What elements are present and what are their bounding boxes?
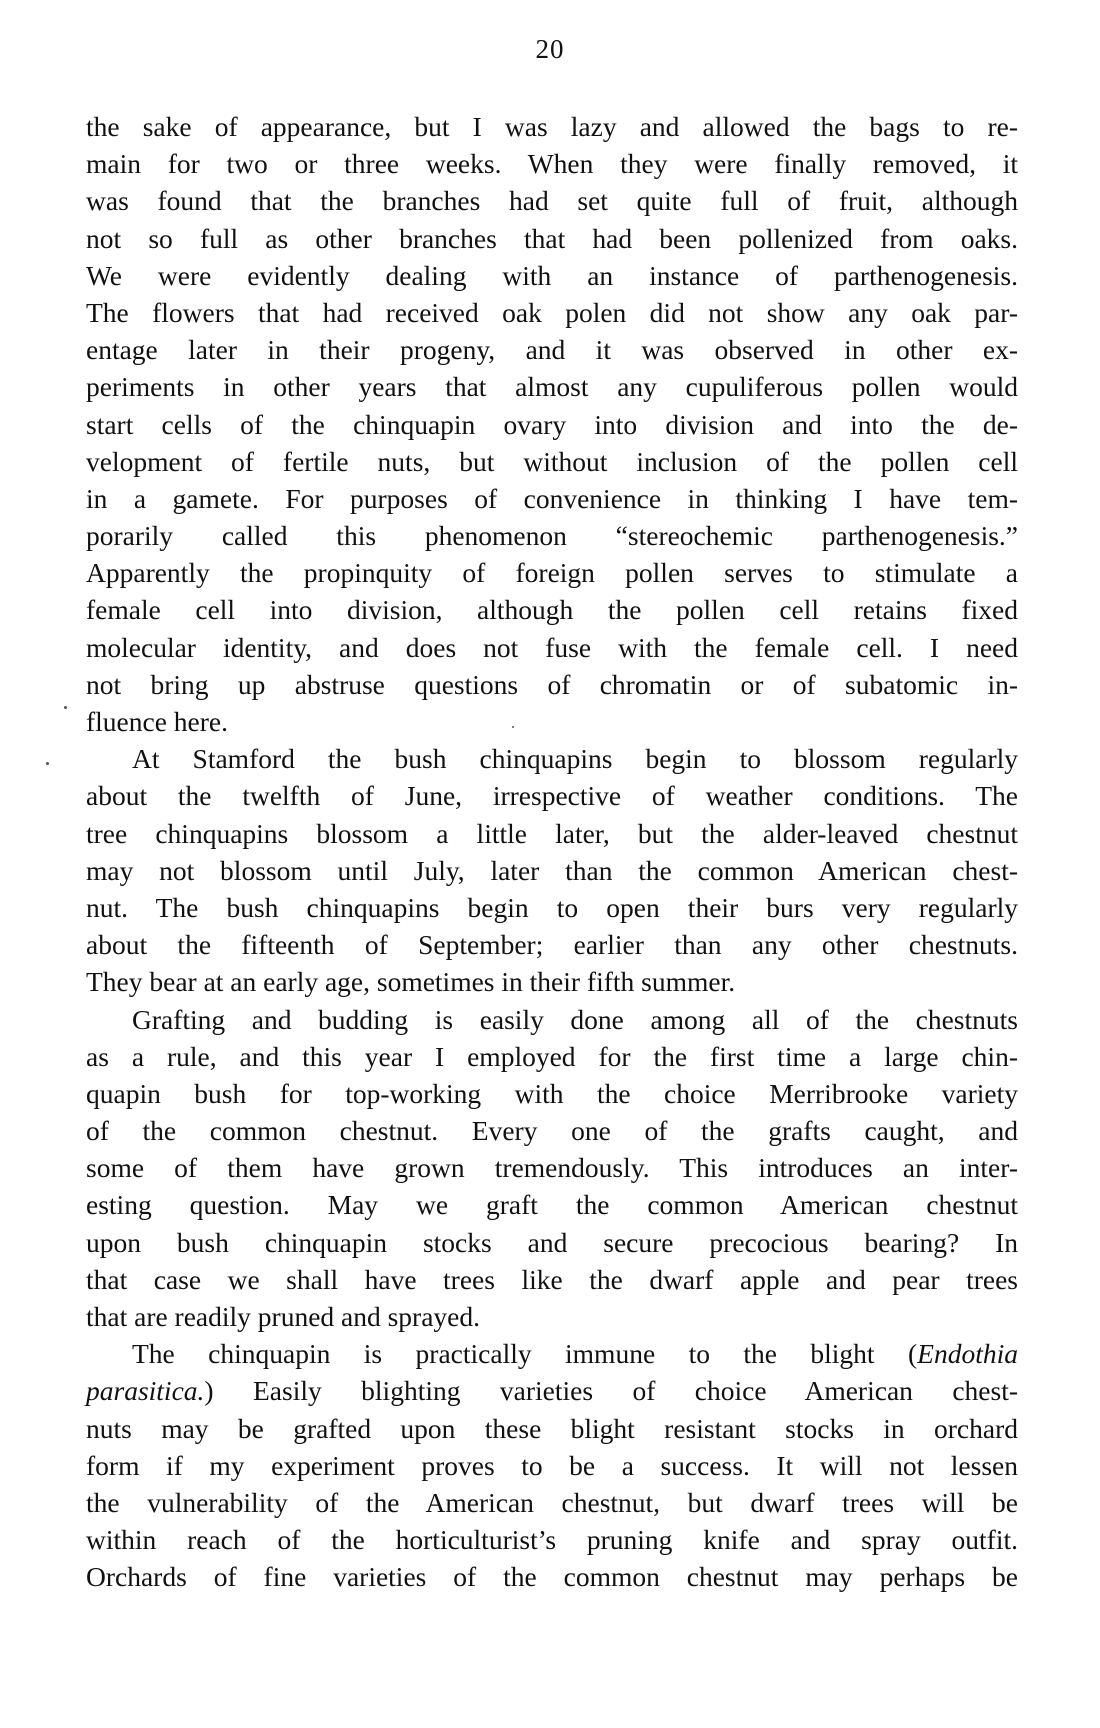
text-line: not bring up abstruse questions of chromatin or of subatomic in- <box>86 668 1018 700</box>
italic-species-name: Endothia <box>917 1338 1018 1370</box>
text-line: the sake of appearance, but I was lazy and allowed the bags to re- <box>86 111 1018 142</box>
text-line: not so full as other branches that had been pollenized from oaks. <box>86 222 1018 254</box>
paragraph-4 <box>86 1335 1018 1595</box>
text-run: ) Easily blighting varieties of choice American chest- <box>204 1375 1018 1407</box>
text-line: We were evidently dealing with an instance of parthenogenesis. <box>86 259 1018 291</box>
text-line: Apparently the propinquity of foreign pollen serves to stimulate a <box>86 557 1018 589</box>
text-line: quapin bush for top-working with the choice Merribrooke variety <box>86 1077 1018 1109</box>
text-line: about the twelfth of June, irrespective of weather conditions. The <box>86 780 1018 812</box>
text-line: that case we shall have trees like the dwarf apple and pear trees <box>86 1263 1018 1295</box>
paragraph-1 <box>86 108 1018 740</box>
text-line: some of them have grown tremendously. This introduces an inter- <box>86 1152 1018 1184</box>
scan-speck <box>64 706 67 709</box>
text-line: At Stamford the bush chinquapins begin to blossom regularly <box>132 743 1018 775</box>
text-line: female cell into division, although the pollen cell retains fixed <box>86 594 1018 626</box>
text-line: They bear at an early age, sometimes in their fifth summer. <box>86 966 736 998</box>
text-line: of the common chestnut. Every one of the grafts caught, and <box>86 1115 1018 1147</box>
text-line: form if my experiment proves to be a success. It will not lessen <box>86 1449 1018 1481</box>
paragraph-2 <box>86 740 1018 1000</box>
text-line: upon bush chinquapin stocks and secure precocious bearing? In <box>86 1226 1018 1258</box>
paragraph-3 <box>86 1001 1018 1336</box>
text-line: porarily called this phenomenon “stereochemic parthenogenesis.” <box>86 520 1018 552</box>
text-line: within reach of the horticulturist’s pruning knife and spray outfit. <box>86 1524 1018 1556</box>
scan-speck <box>512 726 514 728</box>
text-line <box>86 1372 1018 1409</box>
text-line: in a gamete. For purposes of convenience in thinking I have tem- <box>86 482 1018 514</box>
scan-speck <box>46 762 49 765</box>
text-line <box>86 1335 1018 1372</box>
text-line: the vulnerability of the American chestnut, but dwarf trees will be <box>86 1486 1018 1518</box>
text-line: that are readily pruned and sprayed. <box>86 1301 480 1332</box>
text-line: velopment of fertile nuts, but without inclusion of the pollen cell <box>86 445 1018 477</box>
text-run: The chinquapin is practically immune to the blight ( <box>132 1338 918 1370</box>
text-line: molecular identity, and does not fuse with the female cell. I need <box>86 631 1018 663</box>
body-text <box>86 108 1018 1596</box>
text-line: start cells of the chinquapin ovary into division and into the de- <box>86 408 1018 440</box>
text-line: was found that the branches had set quite full of fruit, although <box>86 185 1018 217</box>
text-line: main for two or three weeks. When they were finally removed, it <box>86 148 1018 180</box>
italic-species-name: parasitica. <box>86 1375 205 1407</box>
text-line: The flowers that had received oak polen did not show any oak par- <box>86 296 1018 328</box>
text-line: nuts may be grafted upon these blight resistant stocks in orchard <box>86 1412 1018 1444</box>
text-line: nut. The bush chinquapins begin to open their burs very regularly <box>86 891 1018 923</box>
text-line: periments in other years that almost any cupuliferous pollen would <box>86 371 1018 403</box>
text-line: as a rule, and this year I employed for the first time a large chin- <box>86 1040 1018 1072</box>
text-line: tree chinquapins blossom a little later, but the alder-leaved chestnut <box>86 817 1018 849</box>
text-line: Orchards of fine varieties of the common chestnut may perhaps be <box>86 1561 1018 1593</box>
page-number: 20 <box>535 34 565 64</box>
text-line: may not blossom until July, later than the common American chest- <box>86 854 1018 886</box>
text-line: Grafting and budding is easily done among all of the chestnuts <box>132 1003 1018 1035</box>
text-line: fluence here. <box>86 706 228 737</box>
text-line: esting question. May we graft the common American chestnut <box>86 1189 1018 1221</box>
text-line: entage later in their progeny, and it was observed in other ex- <box>86 334 1018 366</box>
text-line: about the fifteenth of September; earlier than any other chestnuts. <box>86 929 1018 961</box>
